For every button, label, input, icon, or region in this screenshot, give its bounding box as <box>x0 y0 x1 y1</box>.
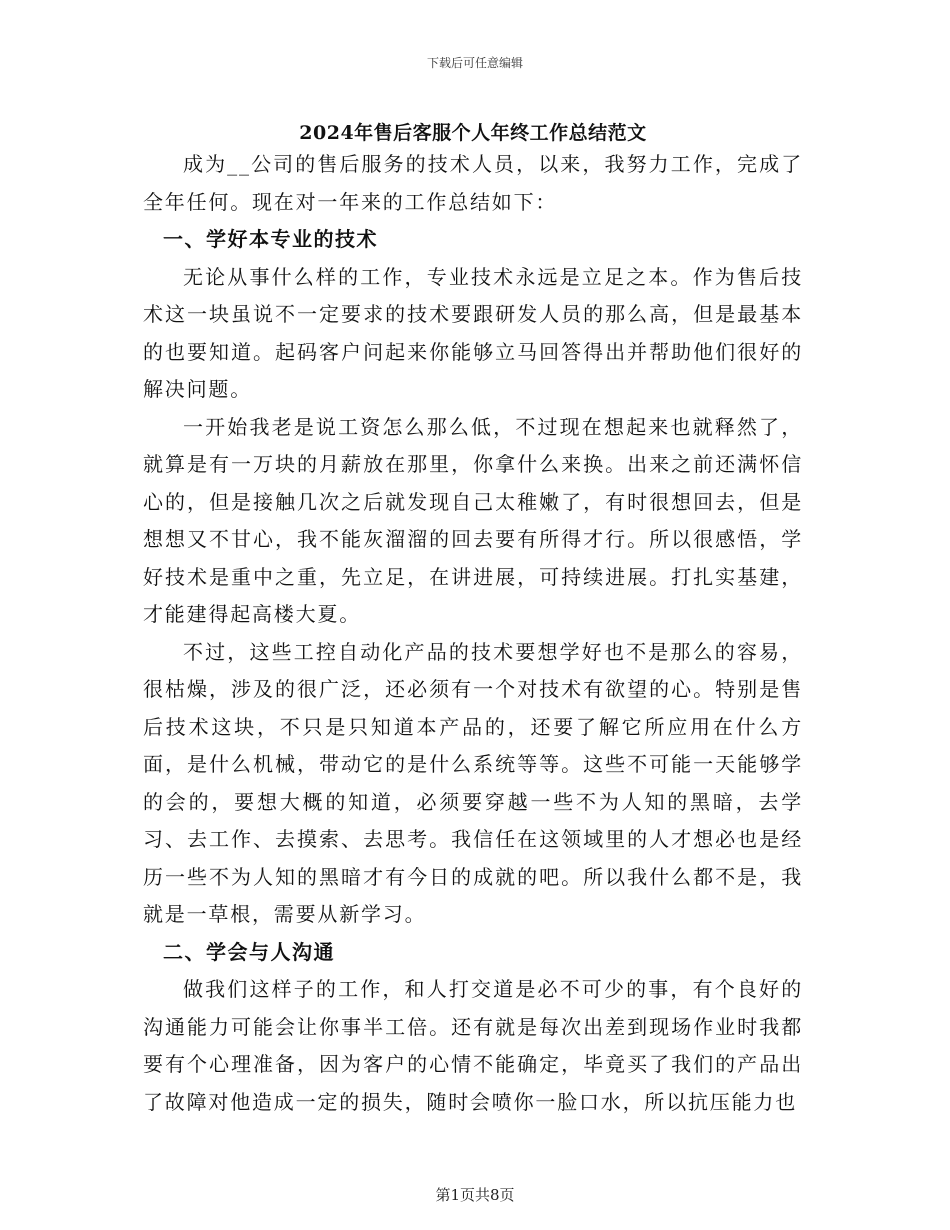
document-title: 2024年售后客服个人年终工作总结范文 <box>299 122 647 144</box>
body-paragraph: 一开始我老是说工资怎么那么低，不过现在想起来也就释然了，就算是有一万块的月薪放在那里，你拿什么来换。出来之前还满怀信心的，但是接触几次之后就发现自己太稚嫩了，有时很想回去，但是想想又不甘心，我不能灰溜溜的回去要有所得才行。所以很感悟，学好技术是重中之重，先立足，在讲进展，可持续进展。打扎实基建，才能建得起高楼大夏。 <box>143 414 803 626</box>
intro-paragraph: 成为__公司的售后服务的技术人员，以来，我努力工作，完成了全年任何。现在对一年来的工作总结如下： <box>143 152 803 214</box>
page-header-note: 下载后可任意编辑 <box>426 56 523 70</box>
page-number: 第1页共8页 <box>435 1186 515 1204</box>
body-paragraph: 做我们这样子的工作，和人打交道是必不可少的事，有个良好的沟通能力可能会让你事半工倍。还有就是每次出差到现场作业时我都要有个心理准备，因为客户的心情不能确定，毕竟买了我们的产品出了故障对他造成一定的损失，随时会喷你一脸口水，所以抗压能力也 <box>143 977 803 1114</box>
section-heading-1: 一、学好本专业的技术 <box>163 227 378 251</box>
body-paragraph: 不过，这些工控自动化产品的技术要想学好也不是那么的容易，很枯燥，涉及的很广泛，还必须有一个对技术有欲望的心。特别是售后技术这块，不只是只知道本产品的，还要了解它所应用在什么方面，是什么机械，带动它的是什么系统等等。这些不可能一天能够学的会的，要想大概的知道，必须要穿越一些不为人知的黑暗，去学习、去工作、去摸索、去思考。我信任在这领域里的人才想必也是经历一些不为人知的黑暗才有今日的成就的吧。所以我什么都不是，我就是一草根，需要从新学习。 <box>143 639 803 926</box>
body-paragraph: 无论从事什么样的工作，专业技术永远是立足之本。作为售后技术这一块虽说不一定要求的技术要跟研发人员的那么高，但是最基本的也要知道。起码客户问起来你能够立马回答得出并帮助他们很好的解决问题。 <box>143 264 803 401</box>
document-body <box>143 146 803 1121</box>
section-heading-2: 二、学会与人沟通 <box>163 939 335 964</box>
